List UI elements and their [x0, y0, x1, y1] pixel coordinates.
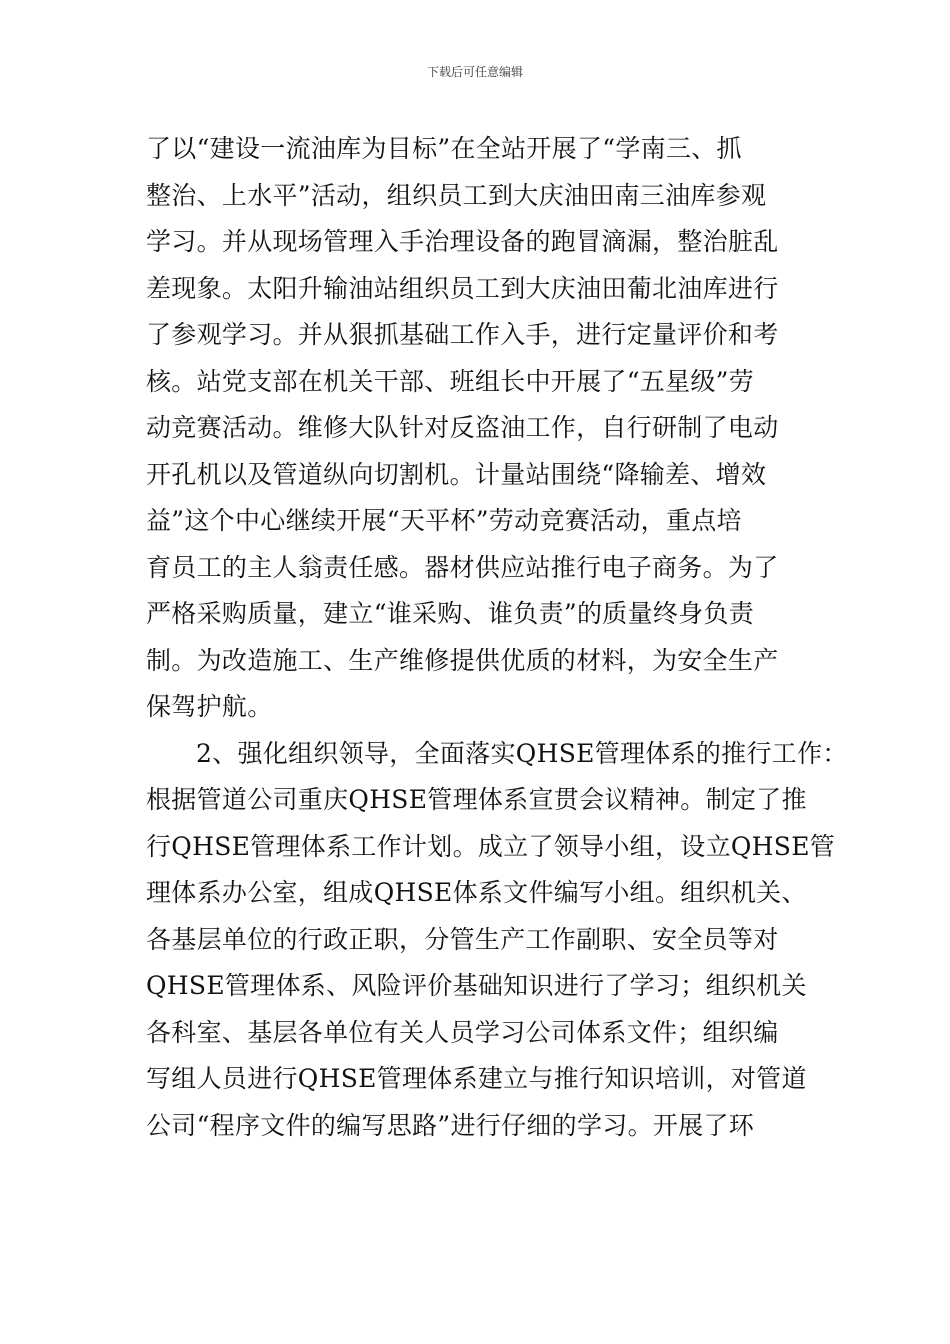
text-line: 保驾护航。 — [146, 692, 273, 721]
text-line: 开孔机以及管道纵向切割机。计量站围绕“降输差、增效 — [146, 459, 767, 489]
text-line: 根据管道公司重庆QHSE管理体系宣贯会议精神。制定了推 — [146, 785, 807, 814]
text-line: 益”这个中心继续开展“天平杯”劳动竞赛活动，重点培 — [146, 506, 742, 535]
text-line: 各科室、基层各单位有关人员学习公司体系文件；组织编 — [146, 1017, 779, 1047]
text-line: 育员工的主人翁责任感。器材供应站推行电子商务。为了 — [146, 552, 779, 582]
text-line: QHSE管理体系、风险评价基础知识进行了学习；组织机关 — [146, 971, 807, 1000]
text-line: 核。站党支部在机关干部、班组长中开展了“五星级”劳 — [146, 366, 755, 396]
text-line: 理体系办公室，组成QHSE体系文件编写小组。组织机关、 — [146, 878, 807, 907]
document-body — [146, 126, 848, 1149]
text-line: 公司“程序文件的编写思路”进行仔细的学习。开展了环 — [146, 1110, 755, 1140]
text-line: 了参观学习。并从狠抓基础工作入手，进行定量评价和考 — [146, 320, 779, 349]
text-line: 制。为改造施工、生产维修提供优质的材料，为安全生产 — [146, 645, 779, 675]
text-line: 学习。并从现场管理入手治理设备的跑冒滴漏，整治脏乱 — [146, 227, 779, 256]
text-line: 严格采购质量，建立“谁采购、谁负责”的质量终身负责 — [146, 599, 755, 628]
text-line: 行QHSE管理体系工作计划。成立了领导小组，设立QHSE管 — [146, 831, 836, 861]
text-line: 了以“建设一流油库为目标”在全站开展了“学南三、抓 — [146, 134, 742, 163]
text-line: 动竞赛活动。维修大队针对反盗油工作，自行研制了电动 — [146, 413, 779, 442]
text-line: 写组人员进行QHSE管理体系建立与推行知识培训，对管道 — [146, 1064, 807, 1093]
page-header-note: 下载后可任意编辑 — [426, 65, 523, 79]
text-line: 各基层单位的行政正职，分管生产工作副职、安全员等对 — [146, 924, 779, 954]
paragraph-start-line: 2、强化组织领导，全面落实QHSE管理体系的推行工作： — [196, 738, 848, 768]
text-line: 差现象。太阳升输油站组织员工到大庆油田葡北油库进行 — [146, 273, 779, 303]
text-line: 整治、上水平”活动，组织员工到大庆油田南三油库参观 — [146, 180, 767, 210]
